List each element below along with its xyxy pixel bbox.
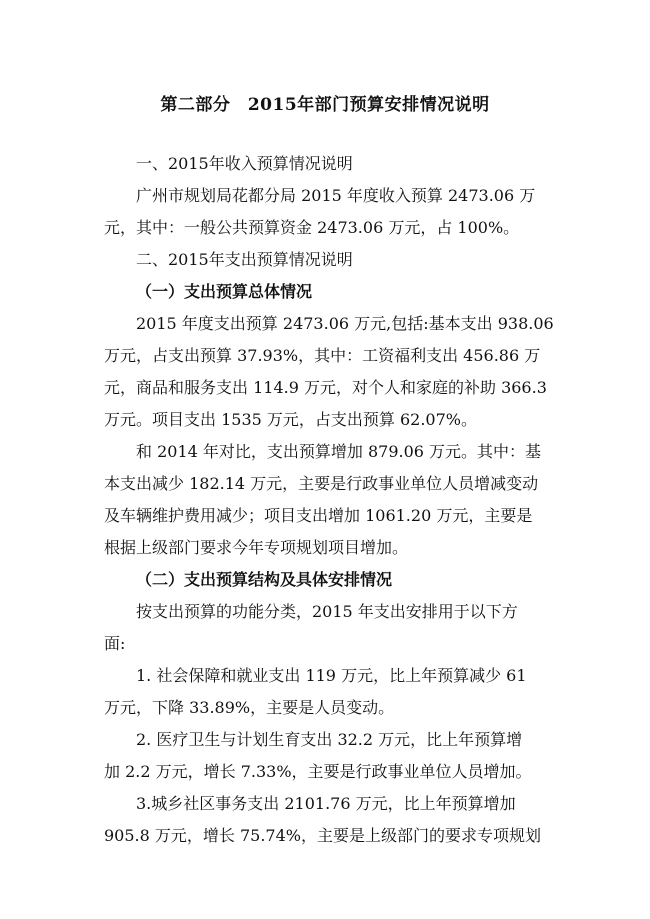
overall-heading: （一）支出预算总体情况 <box>136 282 313 301</box>
item-1-line: 1. 社会保障和就业支出 119 万元，比上年预算减少 61 <box>136 666 527 685</box>
income-paragraph-line: 元，其中：一般公共预算资金 2473.06 万元，占 100%。 <box>104 218 520 237</box>
item-2-line: 2. 医疗卫生与计划生育支出 32.2 万元，比上年预算增 <box>136 730 523 749</box>
comparison-paragraph-line: 本支出减少 182.14 万元，主要是行政事业单位人员增减变动 <box>104 474 539 493</box>
income-paragraph-line: 广州市规划局花都分局 2015 年度收入预算 2473.06 万 <box>136 186 536 205</box>
comparison-paragraph-line: 和 2014 年对比，支出预算增加 879.06 万元。其中：基 <box>136 442 542 461</box>
document-body <box>104 148 564 852</box>
structure-heading: （二）支出预算结构及具体安排情况 <box>136 570 393 589</box>
item-1-line: 万元，下降 33.89%，主要是人员变动。 <box>104 698 395 717</box>
item-2-line: 加 2.2 万元，增长 7.33%，主要是行政事业单位人员增加。 <box>104 762 532 781</box>
comparison-paragraph-line: 根据上级部门要求今年专项规划项目增加。 <box>104 538 409 557</box>
comparison-paragraph-line: 及车辆维护费用减少；项目支出增加 1061.20 万元，主要是 <box>104 506 533 525</box>
structure-paragraph-line: 面: <box>104 634 126 653</box>
overall-paragraph-line: 2015 年度支出预算 2473.06 万元,包括:基本支出 938.06 <box>136 314 554 333</box>
item-3-line: 3.城乡社区事务支出 2101.76 万元，比上年预算增加 <box>136 794 516 813</box>
expense-heading: 二、2015年支出预算情况说明 <box>136 250 353 269</box>
overall-paragraph-line: 万元，占支出预算 37.93%，其中：工资福利支出 456.86 万 <box>104 346 541 365</box>
structure-paragraph-line: 按支出预算的功能分类，2015 年支出安排用于以下方 <box>136 602 518 621</box>
overall-paragraph-line: 元，商品和服务支出 114.9 万元，对个人和家庭的补助 366.3 <box>104 378 547 397</box>
page-title: 第二部分 2015年部门预算安排情况说明 <box>160 95 490 115</box>
income-heading: 一、2015年收入预算情况说明 <box>136 154 353 173</box>
overall-paragraph-line: 万元。项目支出 1535 万元，占支出预算 62.07%。 <box>104 410 477 429</box>
item-3-line: 905.8 万元，增长 75.74%，主要是上级部门的要求专项规划 <box>104 826 541 845</box>
